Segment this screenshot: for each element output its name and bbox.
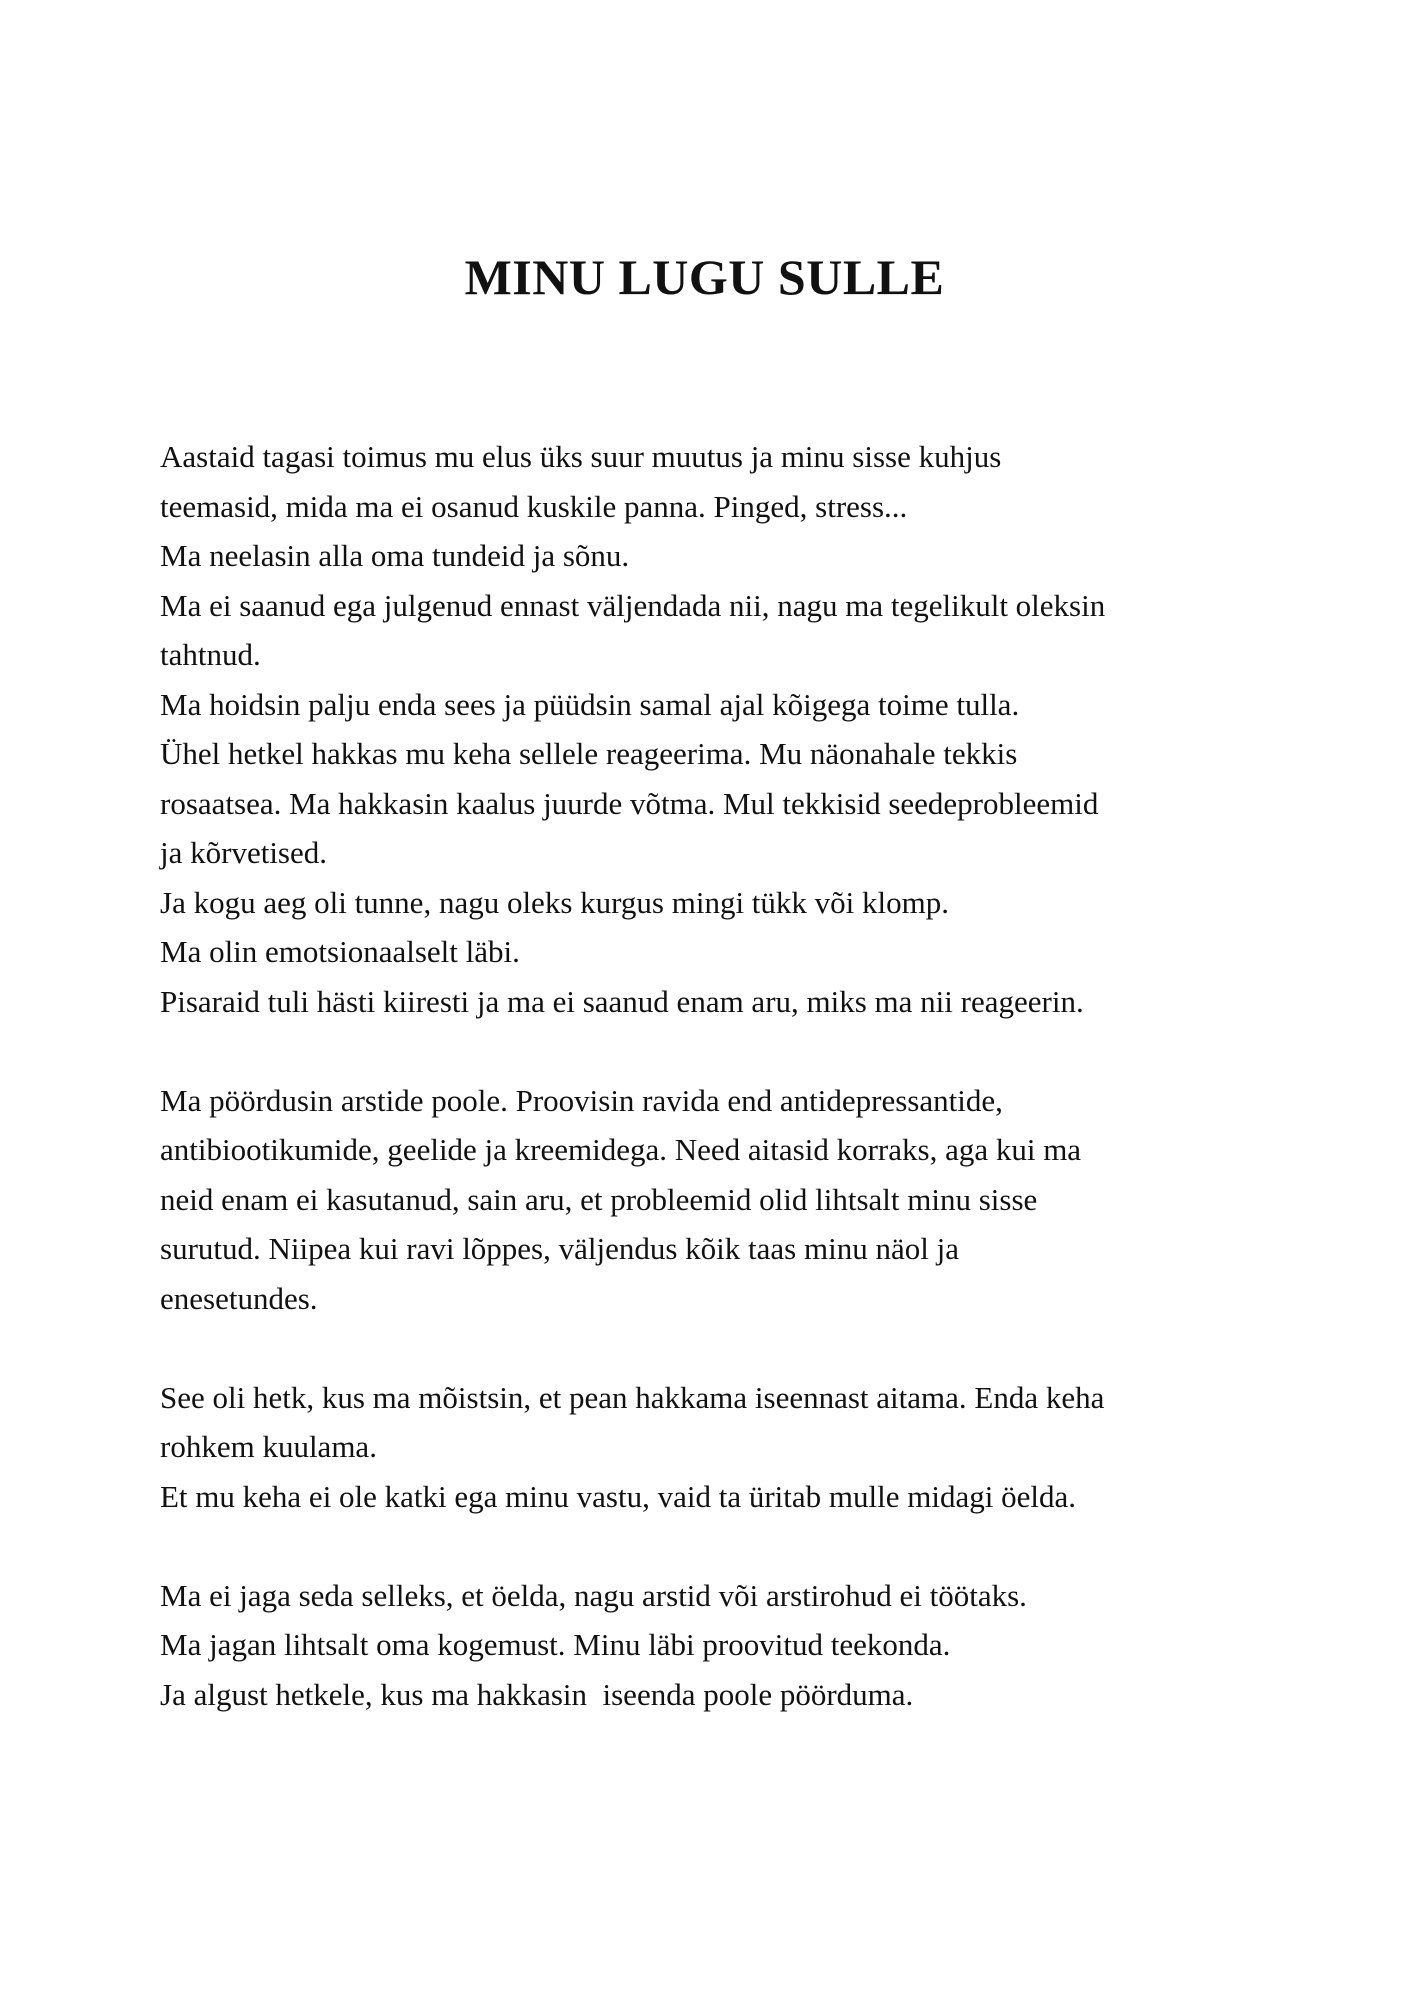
text-line: Ühel hetkel hakkas mu keha sellele reageerima. Mu näonahale tekkis [160,736,1018,771]
paragraph-2 [160,1076,1260,1324]
text-line: antibiootikumide, geelide ja kreemidega. Need aitasid korraks, aga kui ma [160,1132,1082,1167]
page-title: MINU LUGU SULLE [464,249,945,305]
text-line: Et mu keha ei ole katki ega minu vastu, vaid ta üritab mulle midagi öelda. [160,1478,1076,1514]
text-line: Ma hoidsin palju enda sees ja püüdsin samal ajal kõigega toime tulla. [160,686,1020,722]
text-line: Ja algust hetkele, kus ma hakkasin iseenda poole pöörduma. [160,1676,914,1712]
text-line: teemasid, mida ma ei osanud kuskile panna. Pinged, stress... [160,488,908,524]
text-line: neid enam ei kasutanud, sain aru, et probleemid olid lihtsalt minu sisse [160,1181,1038,1217]
paragraph-4 [160,1571,1260,1720]
text-line: rohkem kuulama. [160,1429,377,1464]
text-line: Ma ei saanud ega julgenud ennast väljendada nii, nagu ma tegelikult oleksin [160,587,1106,623]
text-line: ja kõrvetised. [160,835,328,870]
text-line: enesetundes. [160,1280,318,1316]
document-body [160,432,1260,1769]
text-line: Ma pöördusin arstide poole. Proovisin ravida end antidepressantide, [160,1082,1003,1118]
paragraph-3 [160,1373,1260,1522]
text-line: rosaatsea. Ma hakkasin kaalus juurde võtma. Mul tekkisid seedeprobleemid [160,785,1099,821]
text-line: Ma olin emotsionaalselt läbi. [160,934,520,969]
text-line: Pisaraid tuli hästi kiiresti ja ma ei saanud enam aru, miks ma nii reageerin. [160,983,1084,1019]
text-line: Ma jagan lihtsalt oma kogemust. Minu läbi proovitud teekonda. [160,1627,951,1662]
text-line: surutud. Niipea kui ravi lõppes, väljendus kõik taas minu näol ja [160,1231,959,1266]
text-line: Ma neelasin alla oma tundeid ja sõnu. [160,538,630,573]
text-line: Ja kogu aeg oli tunne, nagu oleks kurgus mingi tükk või klomp. [160,884,950,920]
text-line: tahtnud. [160,637,261,672]
paragraph-1 [160,432,1260,1026]
text-line: Aastaid tagasi toimus mu elus üks suur muutus ja minu sisse kuhjus [160,439,1002,474]
text-line: Ma ei jaga seda selleks, et öelda, nagu arstid või arstirohud ei töötaks. [160,1577,1027,1613]
text-line: See oli hetk, kus ma mõistsin, et pean hakkama iseennast aitama. Enda keha [160,1379,1105,1415]
